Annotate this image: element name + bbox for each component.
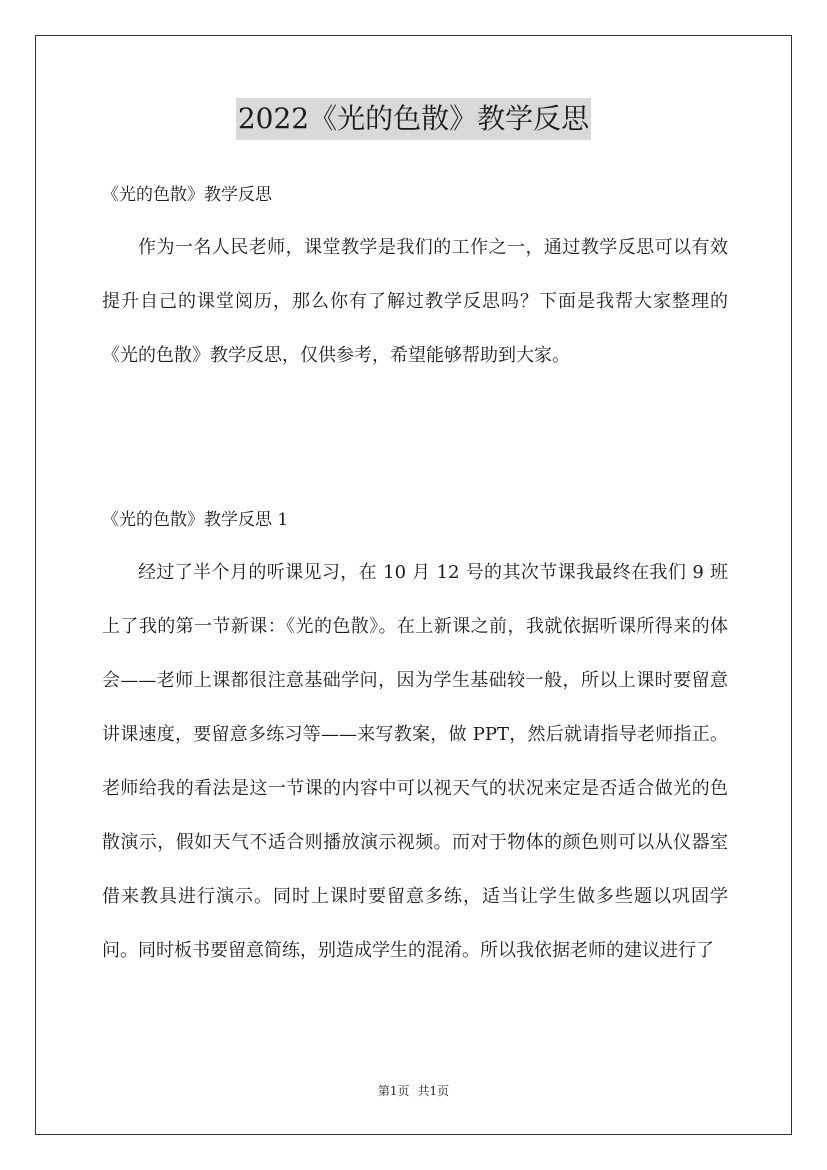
intro-paragraph: 作为一名人民老师，课堂教学是我们的工作之一，通过教学反思可以有效提升自己的课堂阅历，那么你有了解过教学反思吗？下面是我帮大家整理的《光的色散》教学反思，仅供参考，希望能够帮助到大家。	[102, 237, 728, 366]
document-title: 2022《光的色散》教学反思	[236, 98, 591, 140]
page-total: 共1页	[417, 1084, 450, 1098]
page-current: 第1页	[377, 1084, 410, 1098]
document-title-container	[0, 98, 827, 140]
page-footer	[0, 1083, 827, 1099]
section-heading-1: 《光的色散》教学反思 1	[102, 510, 289, 530]
section-heading: 《光的色散》教学反思	[102, 185, 272, 205]
body-paragraph: 经过了半个月的听课见习，在 10 月 12 号的其次节课我最终在我们 9 班上了我的第一节新课：《光的色散》。在上新课之前，我就依据听课所得来的体会——老师上课都很注意基础学问，因为学生基础较一般，所以上课时要留意讲课速度，要留意多练习等——来写教案，做 PPT，然后就请指导老师指正。老师给我的看法是这一节课的内容中可以视天气的状况来定是否适合做光的色散演示，假如天气不适合则播放演示视频。而对于物体的颜色则可以从仪器室借来教具进行演示。同时上课时要留意多练，适当让学生做多些题以巩固学问。同时板书要留意简练，别造成学生的混淆。所以我依据老师的建议进行了	[102, 562, 728, 961]
